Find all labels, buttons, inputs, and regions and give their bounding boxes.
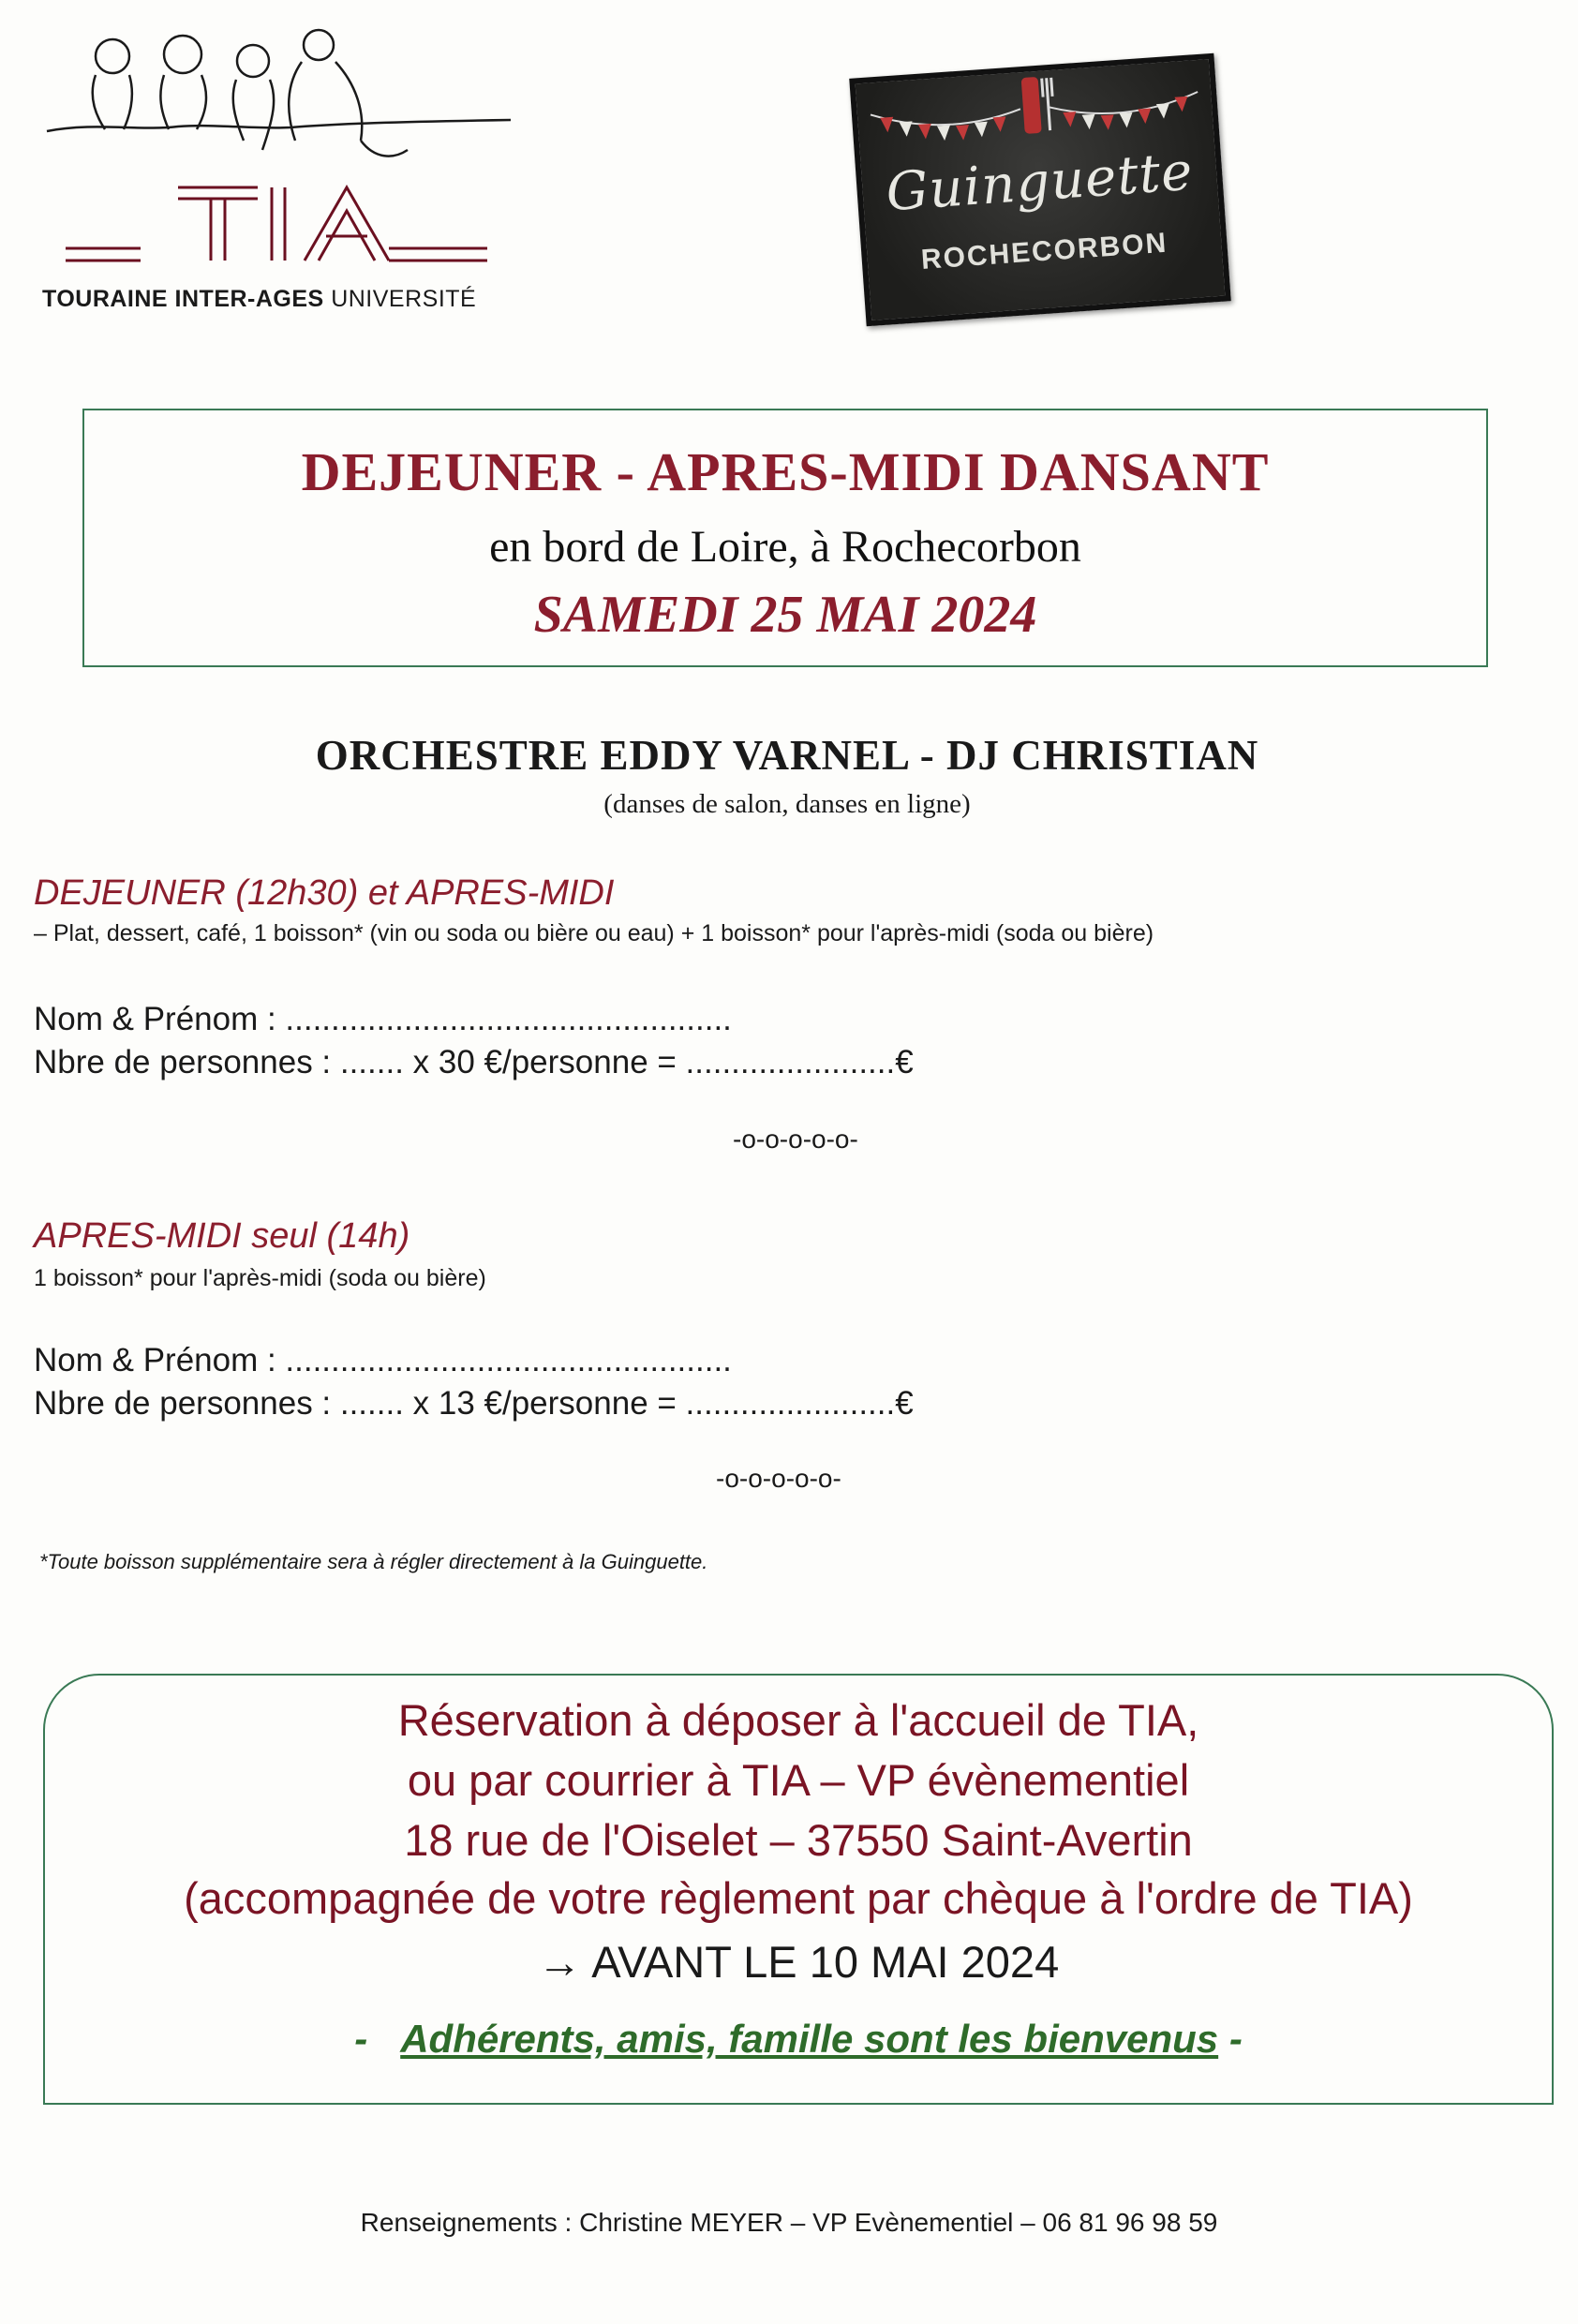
section-afternoon-title: APRES-MIDI seul (14h) (34, 1216, 410, 1256)
afternoon-name-field[interactable]: Nom & Prénom : ................................................. (34, 1342, 732, 1378)
tia-subtitle-bold: TOURAINE INTER-AGES (42, 286, 324, 312)
tia-subtitle-normal: UNIVERSITÉ (331, 286, 477, 312)
guinguette-sign (849, 53, 1231, 327)
welcome-text: Adhérents, amis, famille sont les bienvenus (400, 2017, 1219, 2061)
title-box (82, 409, 1488, 667)
tia-subtitle (42, 286, 476, 313)
footnote: *Toute boisson supplémentaire sera à régler directement à la Guinguette. (39, 1550, 708, 1573)
section-afternoon-description: 1 boisson* pour l'après-midi (soda ou bière) (34, 1265, 486, 1291)
contact-info: Renseignements : Christine MEYER – VP Evènementiel – 06 81 96 98 59 (360, 2208, 1218, 2237)
reservation-box (43, 1674, 1554, 2105)
tia-logo (37, 19, 525, 319)
event-date: SAMEDI 25 MAI 2024 (533, 586, 1037, 644)
section-lunch-description: – Plat, dessert, café, 1 boisson* (vin ou soda ou bière ou eau) + 1 boisson* pour l'après-midi (soda ou bière) (34, 920, 1154, 946)
reservation-line-2: ou par courrier à TIA – VP évènementiel (407, 1755, 1190, 1805)
event-title: DEJEUNER - APRES-MIDI DANSANT (301, 441, 1270, 502)
lunch-count-field[interactable]: Nbre de personnes : ....... x 30 €/personne = .......................€ (34, 1044, 914, 1080)
orchestra-subtitle: (danses de salon, danses en ligne) (603, 789, 971, 819)
sign-title: Guinguette (884, 141, 1196, 224)
orchestra-title: ORCHESTRE EDDY VARNEL - DJ CHRISTIAN (315, 732, 1259, 779)
reservation-line-1: Réservation à déposer à l'accueil de TIA, (397, 1695, 1199, 1745)
reservation-payment: (accompagnée de votre règlement par chèque à l'ordre de TIA) (184, 1873, 1413, 1923)
section-lunch-title: DEJEUNER (12h30) et APRES-MIDI (34, 873, 615, 913)
reservation-deadline: → AVANT LE 10 MAI 2024 (537, 1937, 1060, 1987)
afternoon-count-field[interactable]: Nbre de personnes : ....... x 13 €/personne = .......................€ (34, 1385, 914, 1422)
lunch-name-field[interactable]: Nom & Prénom : ................................................. (34, 1001, 732, 1037)
welcome-dash-right: - (1228, 2017, 1243, 2061)
separator: -o-o-o-o-o- (716, 1464, 841, 1493)
sign-city: ROCHECORBON (919, 227, 1169, 276)
event-location: en bord de Loire, à Rochecorbon (489, 522, 1081, 572)
reservation-address: 18 rue de l'Oiselet – 37550 Saint-Avertin (404, 1815, 1193, 1865)
welcome-dash-left: - (354, 2017, 368, 2061)
separator: -o-o-o-o-o- (733, 1125, 858, 1154)
welcome-message (45, 2017, 1552, 2062)
